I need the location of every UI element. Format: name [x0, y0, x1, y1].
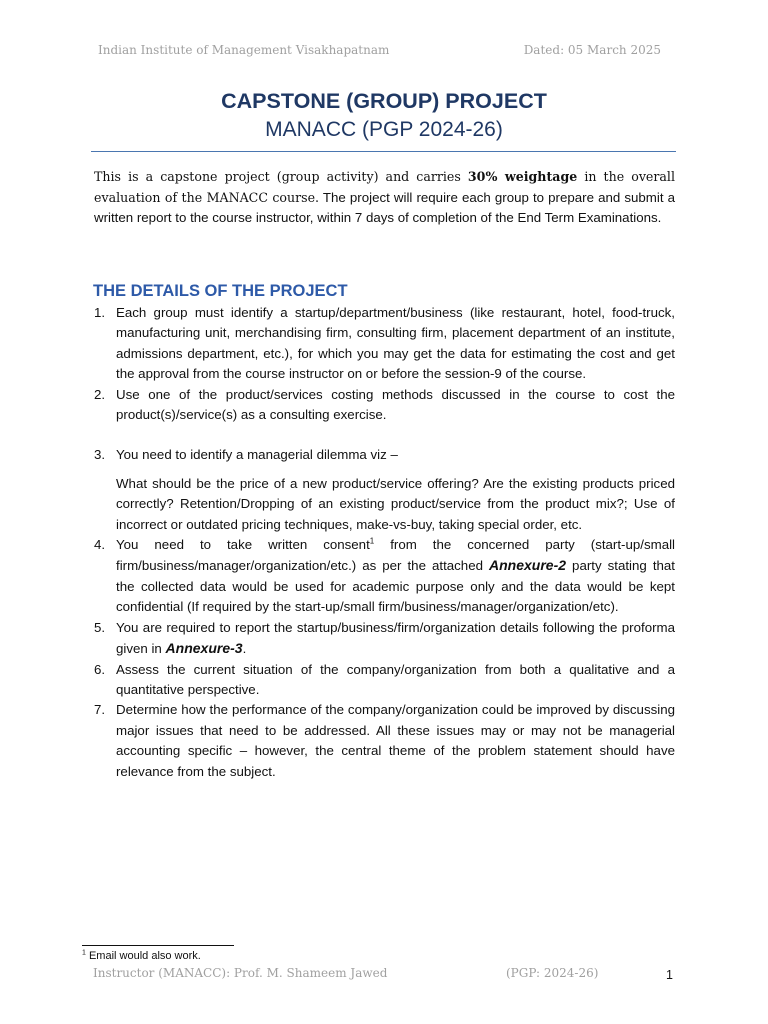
project-details-list	[94, 303, 675, 782]
item-text-c: party stating that the collected data would be used for academic purpose only and the data would be kept confidential (If required by the start-up/small firm/business/manager/organization/etc).	[116, 558, 675, 615]
footer-instructor: Instructor (MANACC): Prof. M. Shameem Jawed	[93, 966, 388, 980]
list-item	[94, 535, 675, 618]
intro-text-3: The project will require each group to prepare and submit a written report to the course instructor, within 7 days of completion of the End Term Examinations.	[94, 189, 675, 225]
item-text-b: from the concerned party (start-up/small firm/business/manager/organization/etc.) as per the attached	[116, 537, 675, 574]
item-text-a: You are required to report the startup/business/firm/organization details following the proforma given in	[116, 619, 675, 657]
footnote-mark: 1	[82, 949, 86, 957]
item-number: 1.	[94, 305, 106, 320]
annexure-reference: Annexure-2	[489, 557, 567, 574]
spacer	[94, 425, 675, 445]
footnote-reference: 1	[369, 536, 375, 546]
list-item	[94, 700, 675, 782]
list-item	[94, 385, 675, 426]
item-number: 7.	[94, 702, 106, 718]
item-number: 3.	[94, 447, 106, 463]
title-divider	[91, 151, 676, 152]
page-number: 1	[666, 968, 673, 982]
item-number: 4.	[94, 537, 106, 553]
item-text-a: You need to take written consent	[116, 537, 370, 553]
item-text: Assess the current situation of the company/organization from both a qualitative and a quantitative perspective.	[116, 661, 675, 697]
item-number: 6.	[94, 661, 106, 677]
item-text: Use one of the product/services costing methods discussed in the course to cost the product(s)/service(s) as a consulting exercise.	[116, 386, 675, 423]
intro-text-2: in the overall evaluation of the MANACC course.	[94, 169, 675, 205]
list-item	[94, 660, 675, 701]
item-subparagraph: What should be the price of a new product/service offering? Are the existing products priced correctly? Retention/Dropping of an existing product/service from the product mix?; Use of incorrect or outdated pricing techniques, make-vs-buy, taking special order, etc.	[116, 475, 675, 532]
intro-weightage: 30% weightage	[467, 169, 578, 184]
intro-text-1: This is a capstone project (group activity) and carries	[94, 169, 468, 184]
item-text: Each group must identify a startup/department/business (like restaurant, hotel, food-truck, manufacturing unit, merchandising firm, consulting firm, placement department of an institute, admissions department, etc.), for which you may get the data for estimating the cost and get the approval from the course instructor on or before the session-9 of the course.	[116, 305, 675, 382]
document-subtitle: MANACC (PGP 2024-26)	[265, 118, 503, 141]
footnote-divider	[82, 945, 234, 946]
footnote	[82, 950, 201, 962]
item-number: 2.	[94, 386, 106, 402]
list-item	[94, 618, 675, 660]
item-number: 5.	[94, 619, 106, 635]
annexure-reference: Annexure-3	[165, 640, 243, 657]
item-text: You need to identify a managerial dilemma viz –	[116, 447, 398, 463]
item-text-c: .	[242, 641, 247, 657]
header-institute: Indian Institute of Management Visakhapatnam	[98, 43, 390, 57]
list-item	[94, 303, 675, 385]
list-item	[94, 445, 675, 465]
footer-program: (PGP: 2024-26)	[506, 966, 599, 980]
footnote-text: Email would also work.	[85, 950, 201, 962]
section-heading: THE DETAILS OF THE PROJECT	[93, 282, 348, 300]
item-text: Determine how the performance of the company/organization could be improved by discussing major issues that need to be addressed. All these issues may or may not be managerial accounting specific – however, the central theme of the problem statement should have relevance from the subject.	[116, 702, 675, 779]
document-title: CAPSTONE (GROUP) PROJECT	[221, 89, 547, 113]
header-date: Dated: 05 March 2025	[523, 43, 661, 57]
intro-paragraph	[94, 167, 675, 229]
